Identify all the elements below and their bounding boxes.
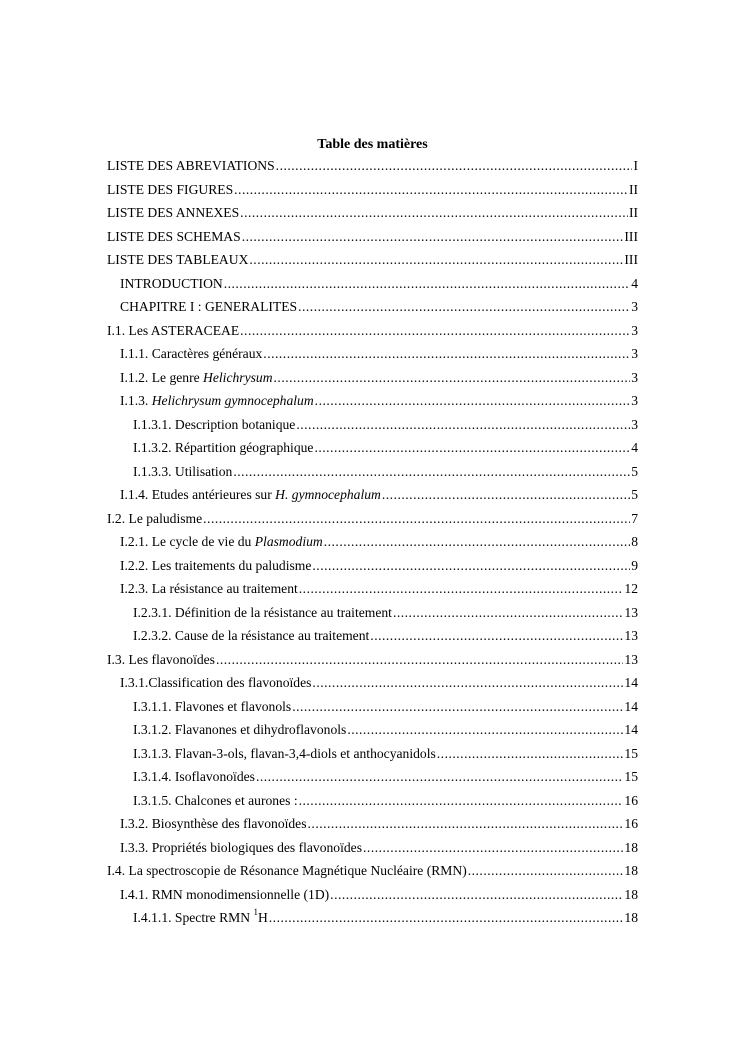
leader-dots	[269, 906, 624, 930]
toc-entry[interactable]	[107, 671, 638, 695]
leader-dots	[263, 342, 630, 366]
leader-dots	[276, 154, 633, 178]
toc-entry-label: I.4. La spectroscopie de Résonance Magnétique Nucléaire (RMN)	[107, 863, 467, 878]
toc-entry-page: 3	[631, 346, 638, 361]
leader-dots	[314, 436, 630, 460]
leader-dots	[468, 859, 624, 883]
toc-entry-label: CHAPITRE I : GENERALITES	[120, 299, 298, 314]
toc-entry[interactable]	[107, 225, 638, 249]
toc-entry-page: 3	[631, 299, 638, 314]
toc-entry-page: 16	[624, 816, 638, 831]
toc-entry-label: I.2. Le paludisme	[107, 510, 203, 526]
leader-dots	[330, 883, 623, 907]
toc-entry[interactable]	[107, 695, 638, 719]
leader-dots	[292, 695, 623, 719]
leader-dots	[240, 319, 630, 343]
toc-entry-label: I.2.2. Les traitements du paludisme	[120, 557, 312, 573]
leader-dots	[242, 225, 624, 249]
leader-dots	[437, 742, 624, 766]
toc-entry-page: 13	[624, 604, 638, 620]
toc-entry-page: 14	[624, 698, 638, 714]
toc-entry[interactable]	[107, 319, 638, 343]
toc-entry-label: LISTE DES SCHEMAS	[107, 228, 241, 244]
toc-entry[interactable]	[107, 248, 638, 272]
toc-entry-italic: Plasmodium	[254, 534, 323, 549]
toc-entry-page: III	[624, 228, 638, 244]
toc-entry[interactable]	[107, 765, 638, 789]
toc-entry[interactable]	[107, 812, 638, 836]
toc-entry[interactable]	[107, 859, 638, 883]
toc-entry-label	[120, 530, 323, 554]
toc-entry-label	[120, 366, 273, 390]
toc-entry-suffix: H	[257, 910, 268, 925]
leader-dots	[347, 718, 623, 742]
toc-entry-label	[120, 389, 314, 413]
toc-entry[interactable]	[107, 436, 638, 460]
toc-entry-page: II	[628, 205, 638, 220]
toc-entry[interactable]	[107, 154, 638, 178]
toc-entry-prefix: I.2.1. Le cycle de vie du	[120, 534, 255, 549]
toc-entry[interactable]	[107, 554, 638, 578]
toc-entry-page: II	[628, 181, 638, 197]
toc-entry-page: 14	[624, 722, 638, 737]
toc-entry-italic: Helichrysum	[203, 369, 273, 385]
toc-entry-page: III	[624, 252, 638, 267]
toc-entry-page: 12	[624, 581, 638, 596]
toc-entry[interactable]	[107, 624, 638, 648]
leader-dots	[312, 554, 630, 578]
toc-entry-label: LISTE DES ANNEXES	[107, 205, 240, 220]
leader-dots	[233, 460, 630, 484]
toc-entry-label: I.1. Les ASTERACEAE	[107, 322, 240, 338]
toc-entry-label: I.3.1.4. Isoflavonoïdes	[133, 769, 255, 784]
toc-entry-page: 18	[624, 863, 638, 878]
toc-entry-label: I.3. Les flavonoïdes	[107, 651, 215, 667]
leader-dots	[298, 295, 630, 319]
toc-entry-label: I.3.1.3. Flavan-3-ols, flavan-3,4-diols et anthocyanidols	[133, 745, 436, 761]
toc-entry-prefix: I.1.4. Etudes antérieures sur	[120, 487, 276, 502]
toc-entry-label: I.2.3.2. Cause de la résistance au traitement	[133, 628, 370, 643]
toc-entry-page: 18	[624, 886, 638, 902]
toc-entry-page: 9	[631, 557, 638, 573]
toc-entry[interactable]	[107, 789, 638, 813]
toc-entry-superscript: 1	[253, 907, 258, 918]
toc-entry-page: 3	[631, 322, 638, 338]
toc-entry-label: I.2.3.1. Définition de la résistance au traitement	[133, 604, 392, 620]
toc-entry[interactable]	[107, 718, 638, 742]
toc-entry[interactable]	[107, 601, 638, 625]
toc-entry[interactable]	[107, 366, 638, 390]
toc-entry-page: 5	[631, 463, 638, 479]
toc-entry-label: I.3.1.1. Flavones et flavonols	[133, 698, 292, 714]
toc-entry-label: LISTE DES TABLEAUX	[107, 252, 249, 267]
leader-dots	[240, 201, 628, 225]
leader-dots	[312, 671, 623, 695]
toc-entry-page: 15	[624, 745, 638, 761]
toc-entry-prefix: I.1.2. Le genre	[120, 369, 204, 385]
toc-entry-page: 4	[631, 275, 638, 291]
leader-dots	[203, 507, 630, 531]
toc-title: Table des matières	[317, 137, 428, 152]
toc-entry-page: 14	[624, 675, 638, 690]
toc-entry-page: 3	[631, 393, 638, 408]
toc-entry-prefix: I.1.3.	[120, 393, 152, 408]
toc-entry[interactable]	[107, 295, 638, 319]
leader-dots	[393, 601, 623, 625]
toc-entry-label: I.3.1.2. Flavanones et dihydroflavonols	[133, 722, 347, 737]
toc-entry-page: 3	[631, 369, 638, 385]
leader-dots	[370, 624, 623, 648]
toc-entry[interactable]	[107, 883, 638, 907]
toc-entry-label: I.4.1. RMN monodimensionnelle (1D)	[120, 886, 330, 902]
toc-entry-label: I.3.3. Propriétés biologiques des flavonoïdes	[120, 839, 363, 855]
toc-entry-page: 18	[624, 839, 638, 855]
toc-entry-italic: H. gymnocephalum	[275, 487, 381, 502]
toc-entry[interactable]	[107, 742, 638, 766]
toc-entry-page: 13	[624, 651, 638, 667]
toc-entry[interactable]	[107, 483, 638, 507]
leader-dots	[324, 530, 630, 554]
toc-entry-label	[133, 906, 268, 930]
toc-entry[interactable]	[107, 507, 638, 531]
toc-entry-prefix: I.4.1.1. Spectre RMN	[133, 910, 254, 925]
toc-entry[interactable]	[107, 906, 638, 930]
toc-entry-label: I.1.1. Caractères généraux	[120, 346, 263, 361]
toc-entry[interactable]	[107, 413, 638, 437]
toc-entry-label: I.3.2. Biosynthèse des flavonoïdes	[120, 816, 307, 831]
toc-entry-page: 8	[631, 534, 638, 549]
toc-entry-label: I.3.1.Classification des flavonoïdes	[120, 675, 312, 690]
toc-entry[interactable]	[107, 178, 638, 202]
toc-entry-label: I.1.3.3. Utilisation	[133, 463, 233, 479]
toc-entry-label: INTRODUCTION	[120, 275, 223, 291]
toc-entry-page: I	[633, 158, 638, 173]
toc-entry-page: 3	[631, 416, 638, 432]
toc-entry-label	[120, 483, 381, 507]
leader-dots	[249, 248, 623, 272]
leader-dots	[216, 648, 623, 672]
toc-entry-page: 7	[631, 510, 638, 526]
leader-dots	[299, 789, 624, 813]
toc-entry-page: 5	[631, 487, 638, 502]
toc-entry[interactable]	[107, 577, 638, 601]
toc-entry-label: LISTE DES FIGURES	[107, 181, 234, 197]
leader-dots	[308, 812, 624, 836]
toc-entry[interactable]	[107, 389, 638, 413]
toc-entry[interactable]	[107, 460, 638, 484]
toc-entry-label: I.1.3.1. Description botanique	[133, 416, 296, 432]
leader-dots	[234, 178, 628, 202]
toc-entry-italic: Helichrysum gymnocephalum	[151, 393, 314, 408]
leader-dots	[274, 366, 631, 390]
toc-entry-label: I.3.1.5. Chalcones et aurones :	[133, 792, 298, 808]
toc-entry[interactable]	[107, 201, 638, 225]
toc-entry-label: I.2.3. La résistance au traitement	[120, 581, 298, 596]
toc-entry[interactable]	[107, 836, 638, 860]
toc-entry-label: I.1.3.2. Répartition géographique	[133, 440, 314, 455]
leader-dots	[296, 413, 630, 437]
toc-entry-page: 13	[624, 628, 638, 643]
leader-dots	[299, 577, 624, 601]
toc-entry[interactable]	[107, 342, 638, 366]
leader-dots	[382, 483, 630, 507]
leader-dots	[315, 389, 631, 413]
toc-entry[interactable]	[107, 530, 638, 554]
toc-entry[interactable]	[107, 272, 638, 296]
leader-dots	[363, 836, 623, 860]
toc-entry-page: 15	[624, 769, 638, 784]
leader-dots	[256, 765, 623, 789]
leader-dots	[224, 272, 631, 296]
toc-entry-page: 18	[624, 910, 638, 925]
toc-entry-page: 16	[624, 792, 638, 808]
table-of-contents	[107, 154, 638, 930]
toc-entry-page: 4	[631, 440, 638, 455]
toc-entry-label: LISTE DES ABREVIATIONS	[107, 158, 275, 173]
toc-entry[interactable]	[107, 648, 638, 672]
